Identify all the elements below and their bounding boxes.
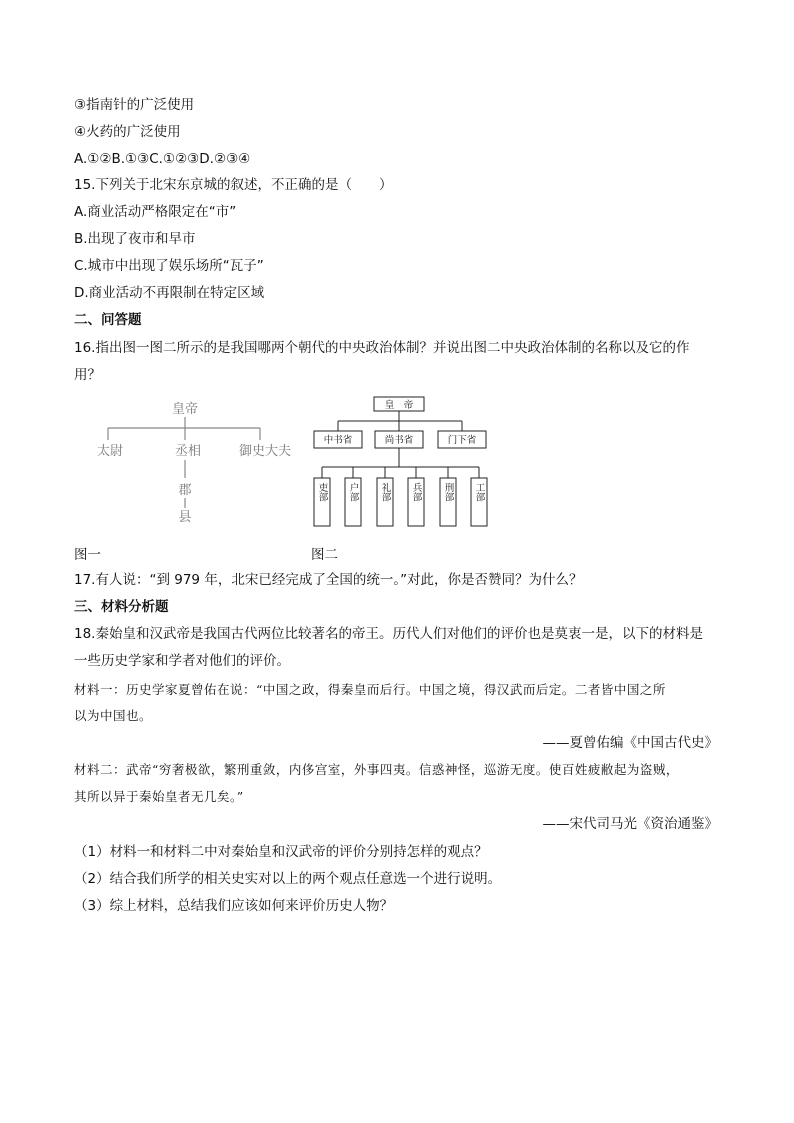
fig2-bingbu: 兵部 [410,482,422,502]
fig2-libu-personnel: 吏部 [316,482,328,502]
section-heading-qa: 二、问答题 [74,312,142,328]
section-heading-material: 三、材料分析题 [74,599,169,615]
material-1-source: ——夏曾佑编《中国古代史》 [542,735,718,751]
q16-stem-line1: 16.指出图一图二所示的是我国哪两个朝代的中央政治体制？并说出图二中央政治体制的名称以及它的作 [74,340,690,356]
fig2-zhongshusheng: 中书省 [323,435,353,446]
fig1-jun: 郡 [178,483,192,498]
fig2-menxiasheng: 门下省 [447,435,477,446]
q14-choices: A.①②B.①③C.①②③D.②③④ [74,151,251,167]
material-2-source: ——宋代司马光《资治通鉴》 [542,816,718,832]
fig2-shangshusheng: 尚书省 [384,435,414,446]
q15-stem: 15.下列关于北宋东京城的叙述，不正确的是（ ） [74,177,393,193]
figure-2-caption: 图二 [311,547,338,563]
material-1-line2: 以为中国也。 [74,708,153,723]
q18-sub-1: （1）材料一和材料二中对秦始皇和汉武帝的评价分别持怎样的观点？ [74,844,488,860]
fig1-chengxiang: 丞相 [174,444,202,459]
fig1-taiwei: 太尉 [96,444,124,459]
fig2-xingbu: 刑部 [442,482,454,502]
q14-option-4: ④火药的广泛使用 [74,124,181,140]
q15-option-b: B.出现了夜市和早市 [74,231,196,247]
figure-1-diagram [88,398,302,528]
fig1-emperor: 皇帝 [171,402,199,417]
fig2-libu-rites: 礼部 [379,482,391,502]
q16-stem-line2: 用？ [74,367,101,383]
fig2-gongbu: 工部 [473,482,485,502]
material-2-line2: 其所以异于秦始皇者无几矣。” [74,789,244,804]
figure-2-diagram [308,394,494,534]
material-2-line1: 材料二：武帝“穷奢极欲，繁刑重敛，内侈宫室，外事四夷。信惑神怪，巡游无度。使百姓疲敝起为盗贼， [74,762,679,777]
material-1-line1: 材料一：历史学家夏曾佑在说：“中国之政，得秦皇而后行。中国之境，得汉武而后定。二者皆中国之所 [74,682,666,697]
q18-sub-2: （2）结合我们所学的相关史实对以上的两个观点任意选一个进行说明。 [74,871,502,887]
q15-option-c: C.城市中出现了娱乐场所“瓦子” [74,258,264,274]
q18-stem-line2: 一些历史学家和学者对他们的评价。 [74,653,290,669]
fig2-emperor: 皇 帝 [384,400,414,411]
q14-option-3: ③指南针的广泛使用 [74,97,195,113]
figure-1-caption: 图一 [74,547,101,563]
q15-option-a: A.商业活动严格限定在“市” [74,204,237,220]
fig2-hubu: 户部 [347,482,359,502]
q15-option-d: D.商业活动不再限制在特定区域 [74,285,265,301]
q18-sub-3: （3）综上材料，总结我们应该如何来评价历史人物？ [74,898,394,914]
fig1-yushidafu: 御史大夫 [238,444,292,459]
q17-stem: 17.有人说：“到 979 年，北宋已经完成了全国的统一。”对此，你是否赞同？为什么？ [74,572,583,588]
fig1-xian: 县 [178,510,192,525]
q18-stem-line1: 18.秦始皇和汉武帝是我国古代两位比较著名的帝王。历代人们对他们的评价也是莫衷一是，以下的材料是 [74,626,703,642]
